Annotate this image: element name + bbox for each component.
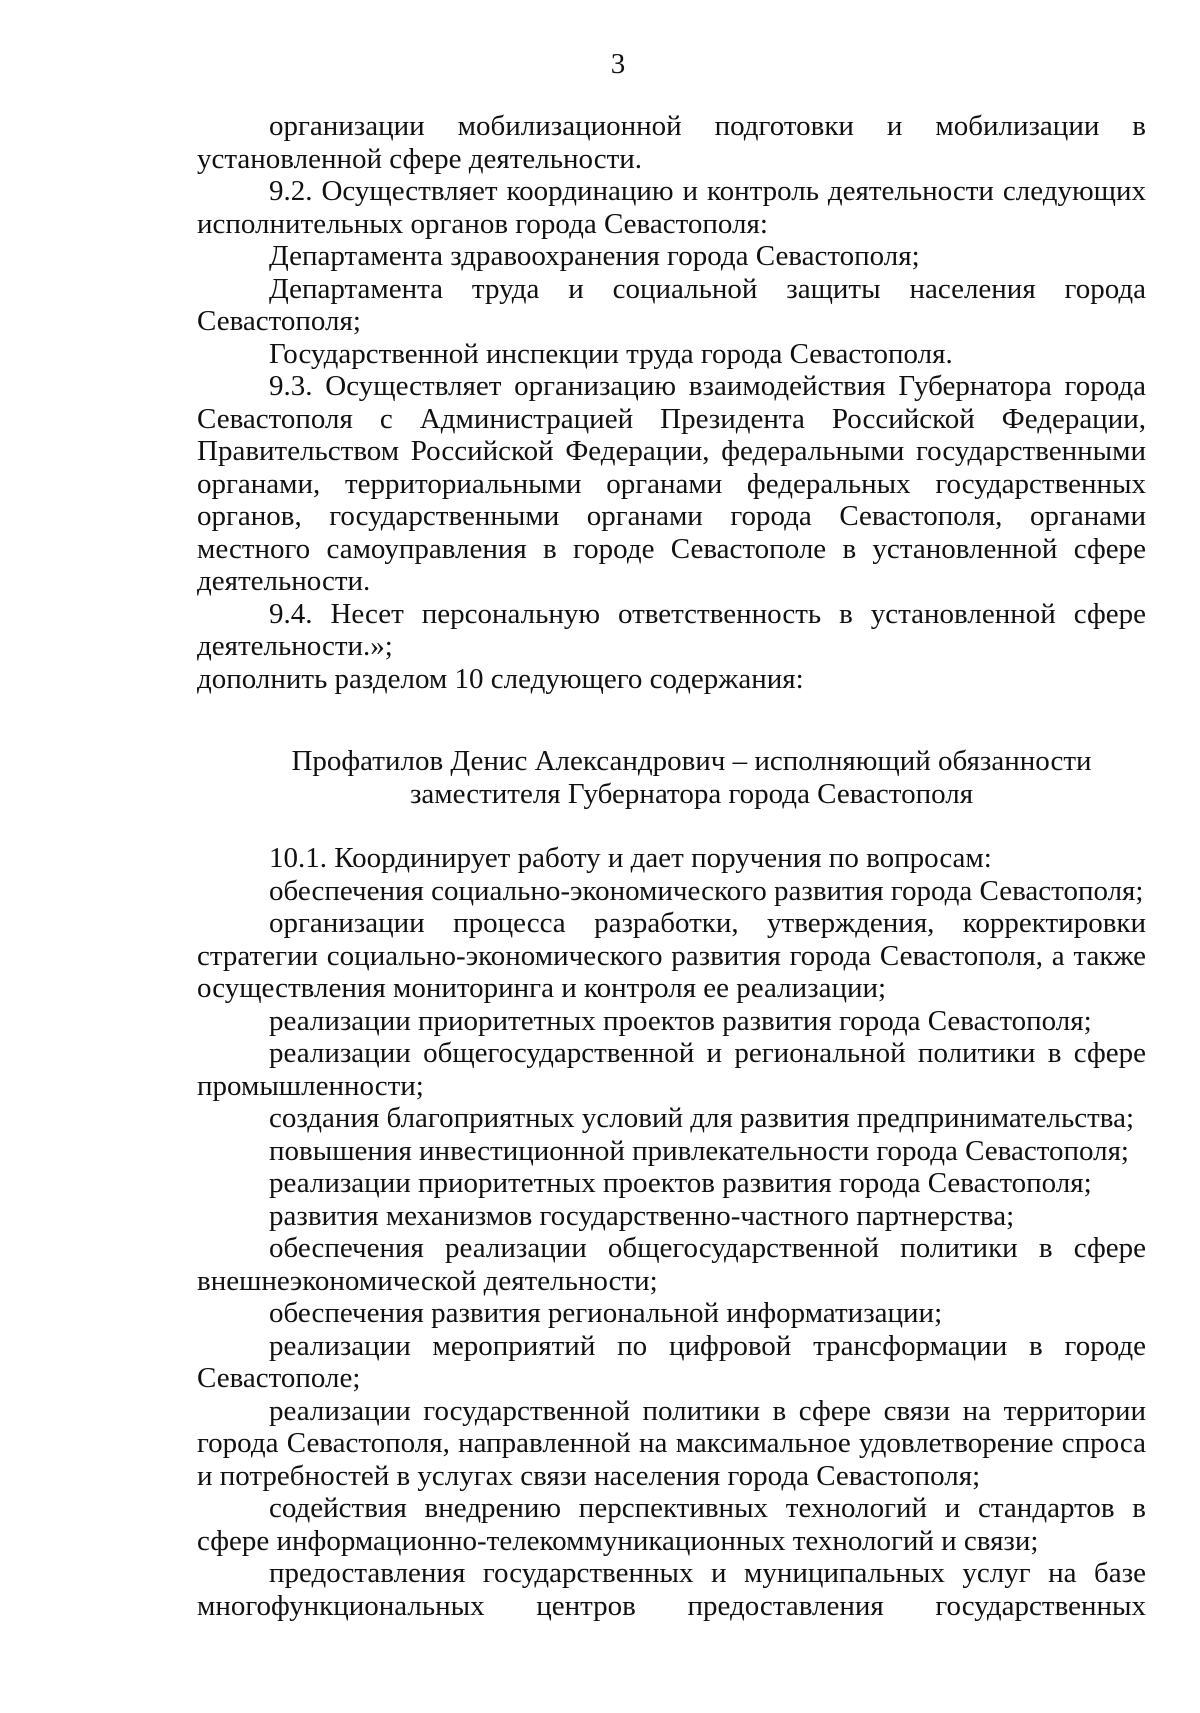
paragraph: Департамента труда и социальной защиты населения города Севастополя; <box>197 272 1146 337</box>
heading-line-2: заместителя Губернатора города Севастополя <box>409 777 974 810</box>
section-10-body <box>197 842 1146 1622</box>
paragraph: 9.2. Осуществляет координацию и контроль деятельности следующих исполнительных органов города Севастополя: <box>197 175 1146 240</box>
paragraph: Департамента здравоохранения города Севастополя; <box>269 240 920 272</box>
section-9-continuation <box>197 110 1146 695</box>
paragraph: организации процесса разработки, утверждения, корректировки стратегии социально-экономического развития города Севастополя, а также осуществления мониторинга и контроля ее реализации; <box>197 907 1146 1004</box>
paragraph: обеспечения развития региональной информатизации; <box>269 1297 943 1329</box>
page-number: 3 <box>610 48 626 80</box>
heading-line-1: Профатилов Денис Александрович – исполняющий обязанности <box>291 745 1092 777</box>
section-10-heading <box>197 745 1146 810</box>
paragraph: организации мобилизационной подготовки и мобилизации в установленной сфере деятельности. <box>197 110 1146 175</box>
paragraph: реализации мероприятий по цифровой трансформации в городе Севастополе; <box>197 1329 1146 1394</box>
paragraph: реализации государственной политики в сфере связи на территории города Севастополя, направленной на максимальное удовлетворение спроса и потребностей в услугах связи населения города Севастополя; <box>197 1394 1146 1492</box>
paragraph: 9.3. Осуществляет организацию взаимодействия Губернатора города Севастополя с Администрацией Президента Российской Федерации, Правительством Российской Федерации, федеральными государственными органами, территориальными органами федеральных государственных органов, государственными органами города Севастополя, органами местного самоуправления в городе Севастополе в установленной сфере деятельности. <box>197 370 1146 597</box>
paragraph: повышения инвестиционной привлекательности города Севастополя; <box>269 1134 1129 1167</box>
document-body <box>197 110 1146 1622</box>
paragraph: обеспечения реализации общегосударственной политики в сфере внешнеэкономической деятельности; <box>197 1232 1146 1297</box>
paragraph: 10.1. Координирует работу и дает поручения по вопросам: <box>269 842 992 874</box>
paragraph: Государственной инспекции труда города Севастополя. <box>269 337 953 370</box>
paragraph: обеспечения социально-экономического развития города Севастополя; <box>269 874 1144 907</box>
paragraph: реализации приоритетных проектов развития города Севастополя; <box>269 1004 1092 1037</box>
paragraph: реализации общегосударственной и региональной политики в сфере промышленности; <box>197 1037 1146 1102</box>
paragraph: развития механизмов государственно-частного партнерства; <box>269 1199 1015 1232</box>
paragraph: реализации приоритетных проектов развития города Севастополя; <box>269 1167 1092 1199</box>
paragraph: 9.4. Несет персональную ответственность в установленной сфере деятельности.»; <box>197 597 1146 662</box>
paragraph: предоставления государственных и муниципальных услуг на базе многофункциональных центров предоставления государственных <box>197 1557 1146 1622</box>
paragraph: дополнить разделом 10 следующего содержания: <box>197 662 804 695</box>
paragraph: создания благоприятных условий для развития предпринимательства; <box>269 1102 1135 1134</box>
paragraph: содействия внедрению перспективных технологий и стандартов в сфере информационно-телекоммуникационных технологий и связи; <box>197 1492 1146 1557</box>
